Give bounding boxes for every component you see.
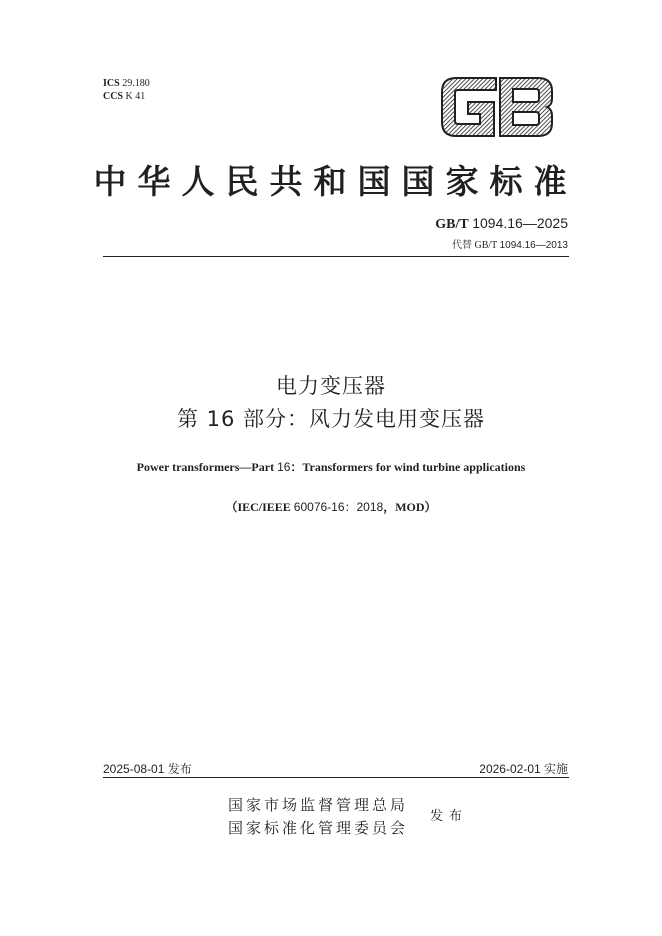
standard-number: GB/T 1094.16—2025 [435, 215, 568, 232]
gb-logo-icon [438, 72, 556, 142]
issuer-sac: 国家标准化管理委员会 [228, 819, 409, 837]
replaces-standard: 代替 GB/T 1094.16—2013 [451, 240, 568, 251]
issuer-samr: 国家市场监督管理总局 [228, 796, 409, 814]
bottom-divider [103, 777, 569, 778]
ics-code: ICS 29.180 [103, 78, 150, 89]
issue-date: 2025-08-01 发布 [103, 762, 192, 776]
publish-label: 发布 [430, 809, 469, 824]
title-en: Power transformers—Part 16：Transformers for wind turbine applications [136, 460, 526, 474]
ccs-code: CCS K 41 [103, 91, 146, 102]
top-divider [103, 256, 569, 257]
classification-codes [103, 77, 150, 103]
equivalence-note: （IEC/IEEE 60076-16：2018，MOD） [225, 500, 437, 514]
national-standard-title: 中华人民共和国国家标准 [93, 162, 578, 201]
title-cn-main: 电力变压器 [276, 374, 386, 398]
title-cn-part: 第 16 部分：风力发电用变压器 [176, 407, 486, 431]
implementation-date: 2026-02-01 实施 [479, 762, 568, 776]
